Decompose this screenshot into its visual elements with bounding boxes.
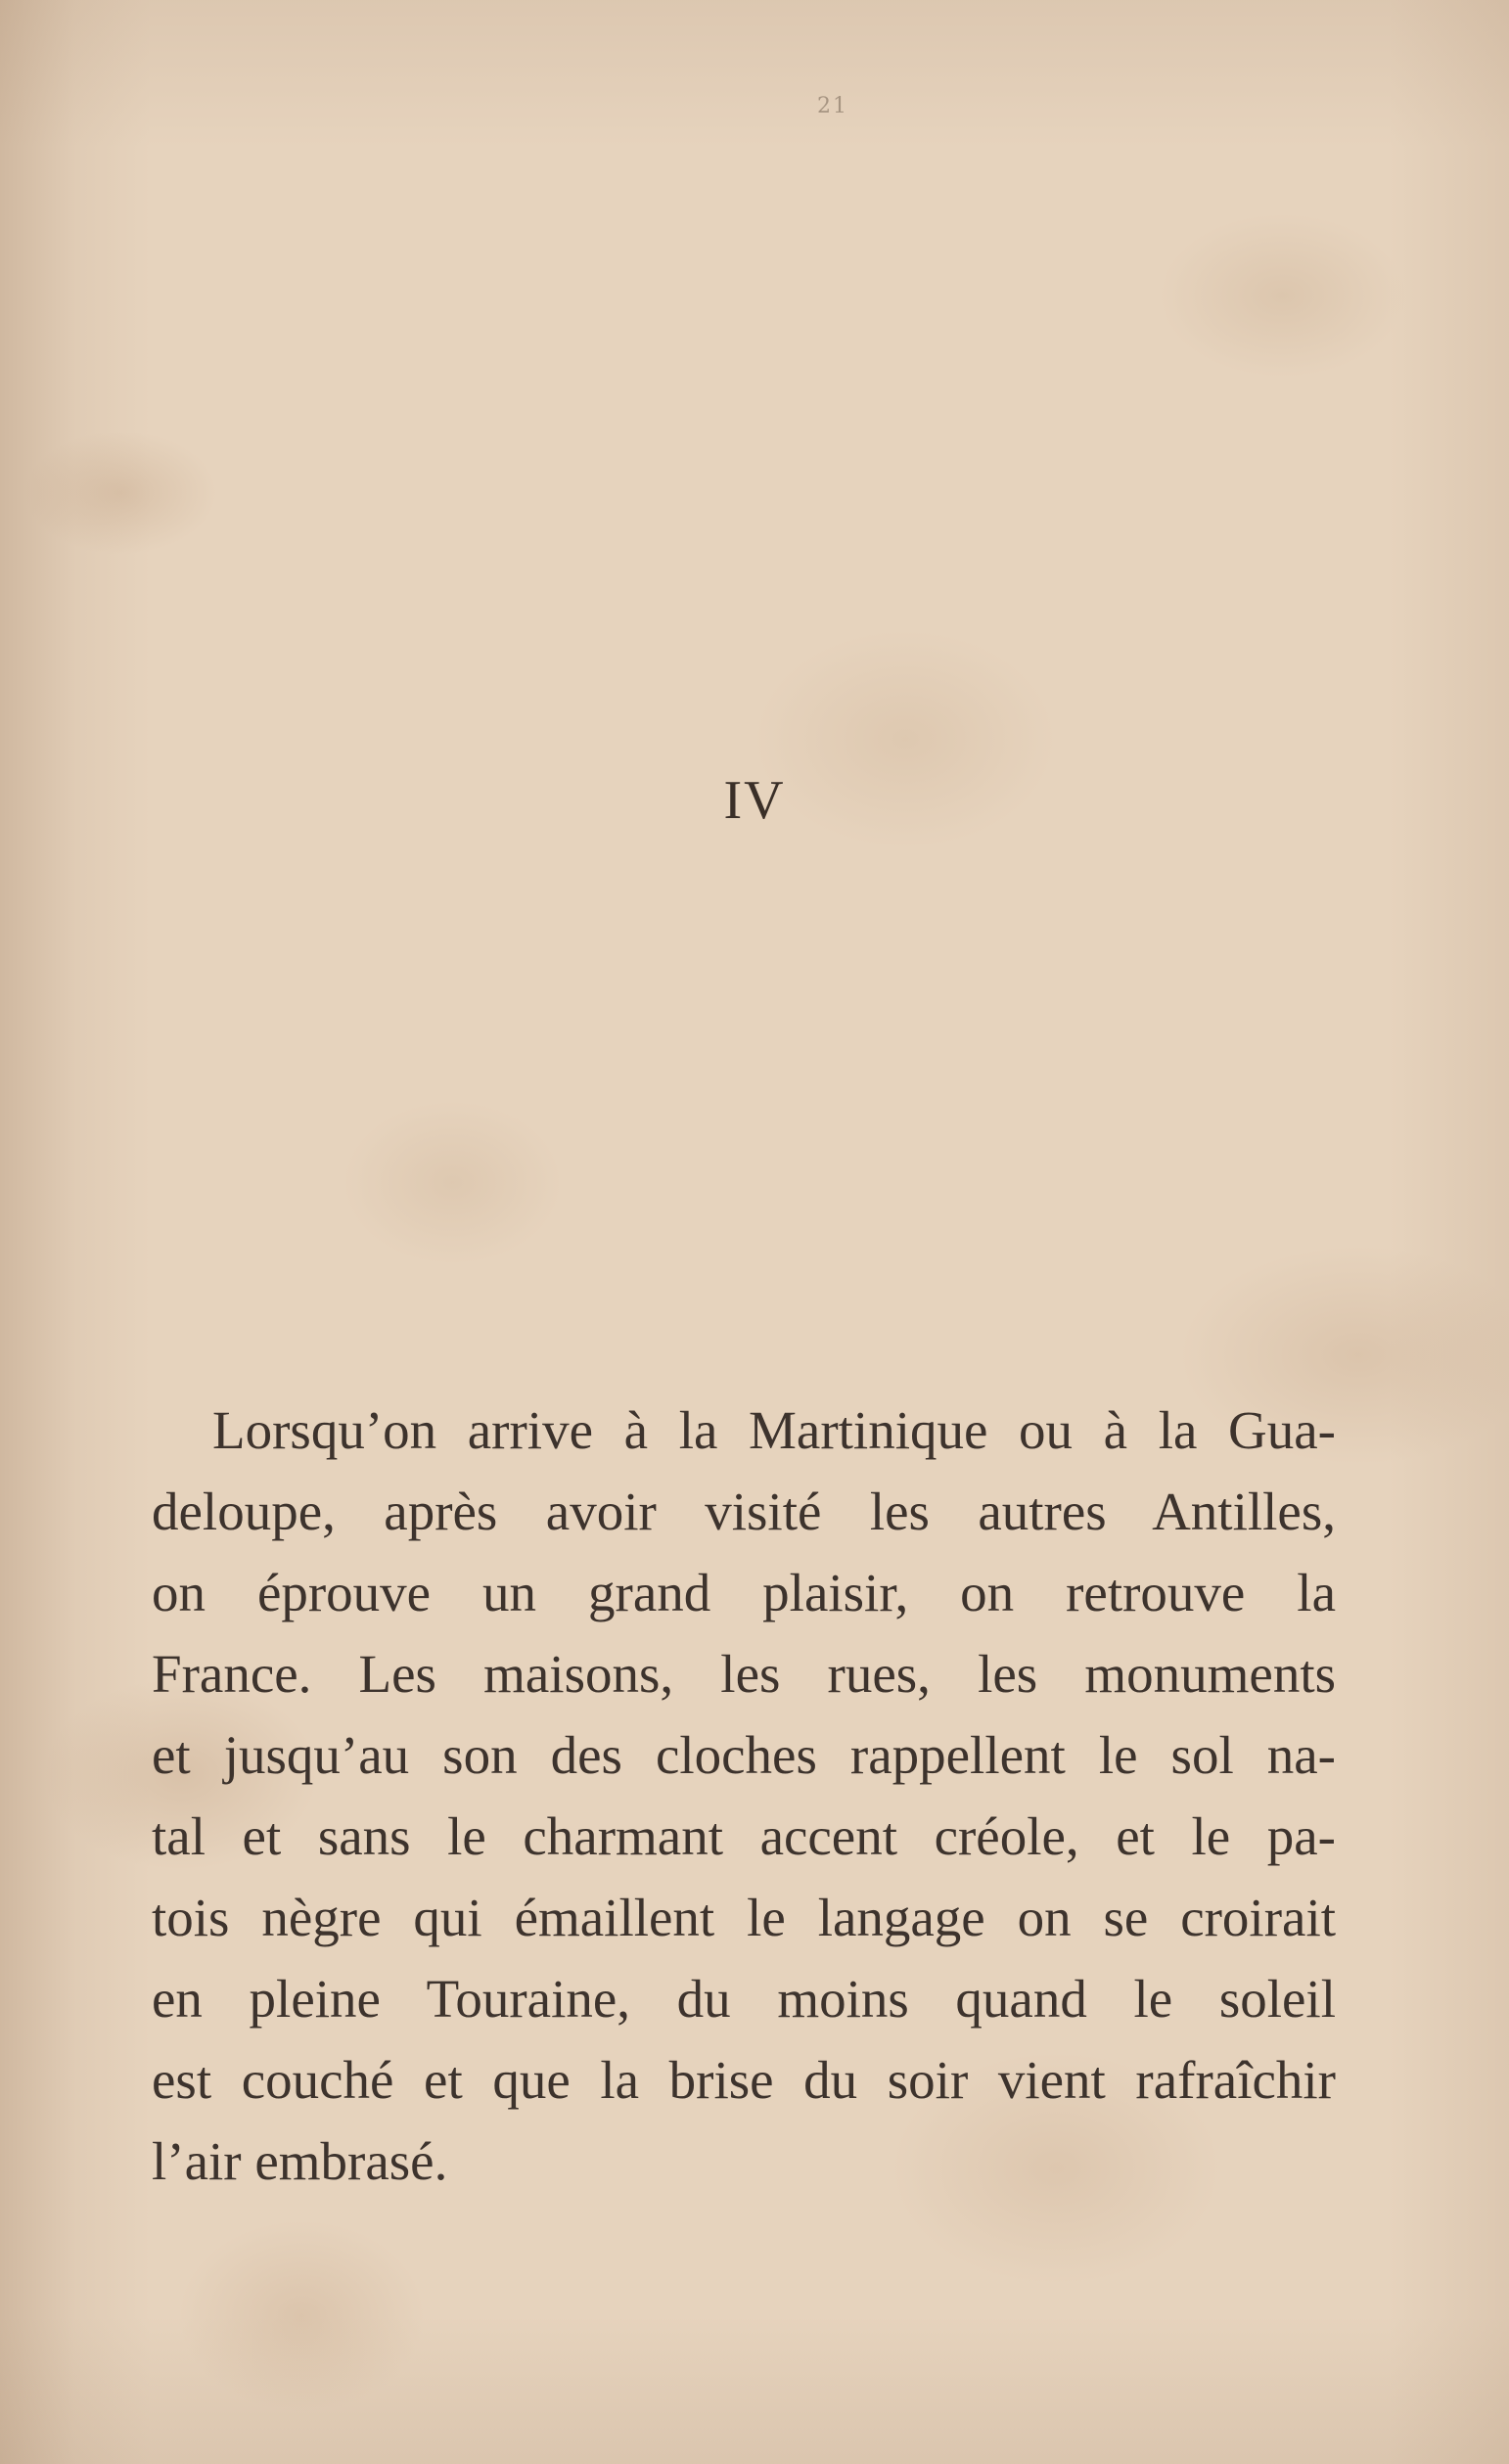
paragraph-line: est couché et que la brise du soir vient rafraîchir xyxy=(152,2050,1336,2110)
paragraph-line: en pleine Touraine, du moins quand le soleil xyxy=(152,1969,1336,2029)
paragraph-line: et jusqu’au son des cloches rappellent le sol na- xyxy=(152,1725,1336,1785)
paragraph-line: tal et sans le charmant accent créole, et le pa- xyxy=(152,1806,1336,1866)
paragraph-line: France. Les maisons, les rues, les monuments xyxy=(152,1644,1336,1704)
paragraph-line: tois nègre qui émaillent le langage on se croirait xyxy=(152,1888,1336,1947)
paragraph-line: on éprouve un grand plaisir, on retrouve la xyxy=(152,1563,1336,1622)
paragraph-line: deloupe, après avoir visité les autres Antilles, xyxy=(152,1482,1336,1541)
chapter-heading: IV xyxy=(723,770,786,831)
paragraph-line: l’air embrasé. xyxy=(152,2131,448,2191)
paragraph-line: Lorsqu’on arrive à la Martinique ou à la Gua- xyxy=(212,1400,1336,1460)
page-number-mark: 21 xyxy=(817,94,848,118)
paragraph xyxy=(152,1390,1336,2202)
